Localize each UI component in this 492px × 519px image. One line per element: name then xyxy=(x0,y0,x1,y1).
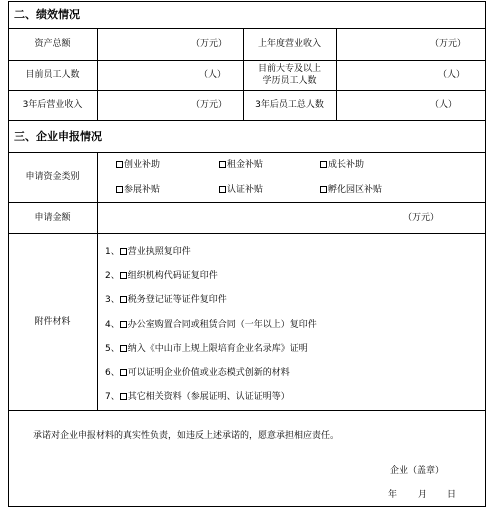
option-label: 成长补助 xyxy=(328,160,365,170)
row-divider xyxy=(8,233,486,234)
option-incubator-subsidy[interactable] xyxy=(320,185,382,196)
checkbox[interactable] xyxy=(320,161,327,168)
option-label: 租金补贴 xyxy=(227,160,264,170)
checkbox[interactable] xyxy=(219,161,226,168)
option-label: 认证补贴 xyxy=(227,185,264,195)
label-attachments: 附件材料 xyxy=(34,317,71,327)
row-divider xyxy=(8,60,486,61)
attachment-label: 税务登记证等证件复印件 xyxy=(127,295,227,305)
date-month: 月 xyxy=(418,490,428,500)
date-year: 年 xyxy=(388,490,398,500)
attachment-number: 1、 xyxy=(105,247,120,257)
attachment-label: 其它相关资料（参展证明、认证证明等） xyxy=(127,392,290,402)
commitment-statement: 承诺对企业申报材料的真实性负责，如违反上述承诺的，愿意承担相应责任。 xyxy=(33,431,340,441)
attachment-item[interactable] xyxy=(105,392,290,403)
unit-label: （人） xyxy=(430,100,458,110)
checkbox[interactable] xyxy=(116,186,123,193)
attachment-label: 纳入《中山市上规上限培育企业名录库》证明 xyxy=(127,344,308,354)
section-title-application: 三、企业申报情况 xyxy=(14,130,102,143)
unit-label: （万元） xyxy=(191,39,228,49)
unit-label: （万元） xyxy=(430,39,467,49)
checkbox[interactable] xyxy=(120,296,127,303)
row-divider xyxy=(8,410,486,411)
label-college-employees-line2: 学历员工人数 xyxy=(262,76,317,86)
attachment-item[interactable] xyxy=(105,368,290,379)
attachment-number: 7、 xyxy=(105,392,120,402)
option-label: 参展补贴 xyxy=(124,185,161,195)
row-divider xyxy=(8,202,486,203)
checkbox[interactable] xyxy=(219,186,226,193)
unit-label: （人） xyxy=(438,70,466,80)
row-divider xyxy=(8,152,486,153)
checkbox[interactable] xyxy=(116,161,123,168)
attachment-label: 办公室购置合同或租赁合同（一年以上）复印件 xyxy=(127,320,317,330)
attachment-number: 3、 xyxy=(105,295,120,305)
checkbox[interactable] xyxy=(120,248,127,255)
checkbox[interactable] xyxy=(120,345,127,352)
option-startup-subsidy[interactable] xyxy=(116,160,160,171)
label-funding-type: 申请资金类别 xyxy=(25,172,80,182)
label-college-employees-line1: 目前大专及以上 xyxy=(257,64,321,74)
attachment-label: 可以证明企业价值或业态模式创新的材料 xyxy=(127,368,290,378)
seal-label: 企业（盖章） xyxy=(390,466,445,476)
attachment-label: 营业执照复印件 xyxy=(127,247,191,257)
attachment-item[interactable] xyxy=(105,247,191,258)
attachment-item[interactable] xyxy=(105,271,218,282)
option-label: 创业补助 xyxy=(124,160,161,170)
section-title-performance: 二、绩效情况 xyxy=(14,8,80,21)
label-current-employees: 目前员工人数 xyxy=(25,70,80,80)
col-divider xyxy=(336,28,337,120)
attachment-number: 2、 xyxy=(105,271,120,281)
option-rent-subsidy[interactable] xyxy=(219,160,263,171)
option-certification-subsidy[interactable] xyxy=(219,185,263,196)
checkbox[interactable] xyxy=(120,393,127,400)
attachment-item[interactable] xyxy=(105,295,227,306)
option-label: 孵化园区补贴 xyxy=(328,185,383,195)
attachment-item[interactable] xyxy=(105,320,317,331)
label-last-year-revenue: 上年度营业收入 xyxy=(257,39,321,49)
date-day: 日 xyxy=(447,490,457,500)
row-divider xyxy=(8,90,486,91)
attachment-number: 6、 xyxy=(105,368,120,378)
checkbox[interactable] xyxy=(120,272,127,279)
col-divider xyxy=(97,152,98,410)
row-divider xyxy=(8,28,486,29)
attachment-number: 5、 xyxy=(105,344,120,354)
attachment-number: 4、 xyxy=(105,320,120,330)
unit-label: （万元） xyxy=(191,100,228,110)
amount-unit: （万元） xyxy=(403,213,440,223)
label-total-assets: 资产总额 xyxy=(34,39,71,49)
option-exhibition-subsidy[interactable] xyxy=(116,185,160,196)
label-amount: 申请金额 xyxy=(34,213,71,223)
label-employees-after-3y: 3年后员工总人数 xyxy=(255,100,324,110)
checkbox[interactable] xyxy=(120,369,127,376)
checkbox[interactable] xyxy=(120,321,127,328)
label-revenue-after-3y: 3年后营业收入 xyxy=(22,100,83,110)
unit-label: （人） xyxy=(199,70,227,80)
attachment-label: 组织机构代码证复印件 xyxy=(127,271,218,281)
attachment-item[interactable] xyxy=(105,344,308,355)
row-divider xyxy=(8,120,486,121)
option-growth-subsidy[interactable] xyxy=(320,160,364,171)
checkbox[interactable] xyxy=(320,186,327,193)
col-divider xyxy=(97,28,98,120)
